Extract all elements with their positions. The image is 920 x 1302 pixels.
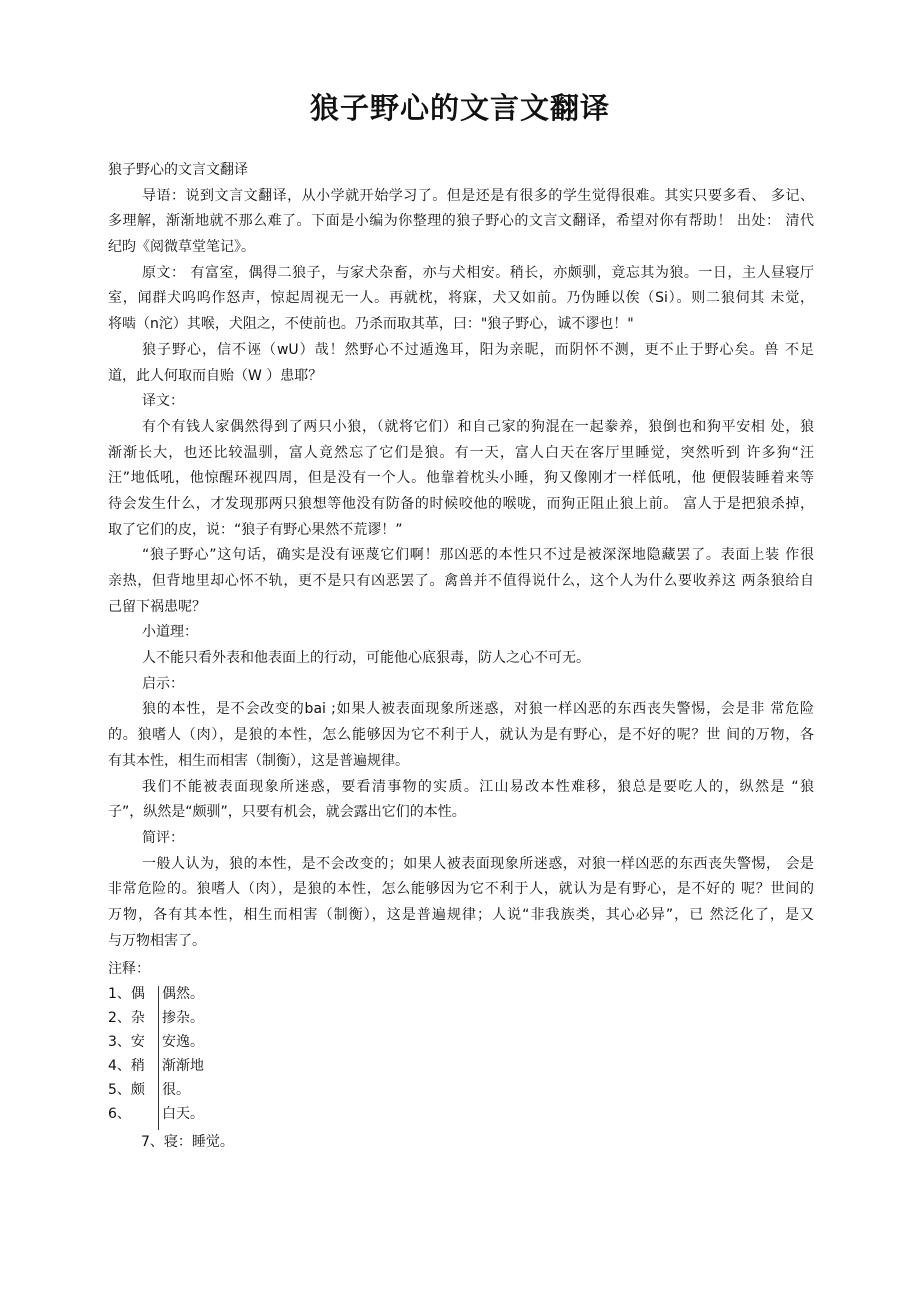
text-line: 室，闻群犬呜呜作怒声，惊起周视无一人。再就枕，将寐，犬又如前。乃伪睡以俟（Si）。则二狼伺其 未觉，	[108, 290, 814, 307]
text-line: 狼子野心，信不诬（wU）哉！然野心不过遁逸耳，阳为亲昵，而阴怀不测，更不止于野心矣。兽 不足	[142, 341, 814, 358]
notes-divider	[158, 986, 159, 1130]
text-line: 有个有钱人家偶然得到了两只小狼，（就将它们）和自己家的狗混在一起豢养，狼倒也和狗平安相 处，狼	[142, 418, 814, 435]
text-line: 纪昀《阅微草堂笔记》。	[108, 239, 255, 256]
text-line: “狼子野心”这句话，确实是没有诬蔑它们啊！那凶恶的本性只不过是被深深地隐藏罢了。表面上装 作很	[142, 547, 814, 564]
text-line: 一般人认为，狼的本性，是不会改变的；如果人被表面现象所迷惑，对狼一样凶恶的东西丧失警惕， 会是	[142, 855, 814, 872]
text-line: 取了它们的皮，说：“狼子有野心果然不荒谬！”	[108, 521, 403, 538]
text-line: 非常危险的。狼嗜人（肉），是狼的本性，怎么能够因为它不利于人，就认为是有野心，是不好的 呢？世间的	[108, 881, 814, 898]
text-line: 的。狼嗜人（肉），是狼的本性，怎么能够因为它不利于人，就认为是有野心，是不好的呢？世 间的万物，各	[108, 727, 814, 744]
text-line: 己留下祸患呢？	[108, 598, 206, 615]
note-item-7: 7、寝：睡觉。	[141, 1134, 234, 1150]
text-line: 小道理：	[142, 624, 198, 641]
text-line: 渐渐长大，也还比较温驯，富人竟然忘了它们是狼。有一天，富人白天在客厅里睡觉，突然听到 许多狗“汪	[108, 444, 814, 461]
notes-heading: 注释：	[108, 961, 150, 977]
text-line: 与万物相害了。	[108, 932, 206, 949]
paragraph	[108, 775, 814, 826]
paragraph	[108, 672, 814, 698]
note-item	[108, 1006, 204, 1030]
note-definition: 掺杂。	[162, 1010, 204, 1026]
paragraph	[108, 389, 814, 415]
paragraph	[108, 158, 814, 184]
paragraph	[108, 338, 814, 389]
paragraph	[108, 261, 814, 338]
text-line: 子”，纵然是“颇驯”，只要有机会，就会露出它们的本性。	[108, 804, 466, 821]
text-line: 将啮（n沱）其喉，犬阻之，不使前也。乃杀而取其革，曰："狼子野心，诚不谬也！"	[108, 316, 634, 333]
text-line: 狼子野心的文言文翻译	[108, 162, 248, 178]
note-term: 5、颇	[108, 1082, 145, 1098]
text-line: 待会发生什么，才发现那两只狼想等他没有防备的时候咬他的喉咙，而狗正阻止狼上前。 富人于是把狼杀掉，	[108, 495, 814, 512]
notes-list	[108, 982, 204, 1126]
text-line: 我们不能被表面现象所迷惑，要看清事物的实质。江山易改本性难移，狼总是要吃人的，纵然是 “狼	[142, 778, 814, 795]
text-line: 道，此人何取而自贻（W ）患耶？	[108, 367, 323, 384]
text-line: 有其本性，相生而相害（制衡），这是普遍规律。	[108, 752, 409, 769]
note-definition: 偶然。	[162, 986, 204, 1002]
note-item	[108, 1030, 204, 1054]
note-definition: 很。	[162, 1082, 190, 1098]
paragraph	[108, 415, 814, 543]
paragraph	[108, 852, 814, 955]
text-line: 汪”地低吼，他惊醒环视四周，但是没有一个人。他靠着枕头小睡，狗又像刚才一样低吼，他 便假装睡着来等	[108, 470, 814, 487]
note-term: 2、杂	[108, 1010, 145, 1026]
notes-section	[108, 956, 204, 1126]
note-term: 1、偶	[108, 986, 145, 1002]
document-title: 狼子野心的文言文翻译	[309, 91, 610, 125]
text-line: 狼的本性，是不会改变的bai ;如果人被表面现象所迷惑，对狼一样凶恶的东西丧失警惕，会是非 常危险	[142, 701, 814, 718]
note-definition: 安逸。	[162, 1034, 204, 1050]
note-item	[108, 1054, 204, 1078]
text-line: 万物，各有其本性，相生而相害（制衡），这是普遍规律；人说“非我族类，其心必异”，已 然泛化了，是又	[108, 906, 814, 923]
note-item	[108, 982, 204, 1006]
note-item	[108, 1102, 204, 1126]
note-definition: 渐渐地	[162, 1058, 204, 1074]
paragraph	[108, 697, 814, 774]
note-term: 4、稍	[108, 1058, 145, 1074]
paragraph	[108, 184, 814, 261]
text-line: 导语：说到文言文翻译，从小学就开始学习了。但是还是有很多的学生觉得很难。其实只要多看、 多记、	[142, 187, 814, 204]
text-line: 人不能只看外表和他表面上的行动，可能他心底狠毒，防人之心不可无。	[142, 650, 590, 667]
note-definition: 白天。	[162, 1106, 204, 1122]
note-item	[108, 1078, 204, 1102]
text-line: 启示：	[142, 675, 184, 692]
text-line: 简评：	[142, 829, 184, 846]
document-body	[108, 158, 814, 954]
text-line: 多理解，渐渐地就不那么难了。下面是小编为你整理的狼子野心的文言文翻译，希望对你有帮助！ 出处： 清代	[108, 213, 814, 230]
text-line: 原文： 有富室，偶得二狼子，与家犬杂畜，亦与犬相安。稍长，亦颇驯，竟忘其为狼。一日，主人昼寝厅	[142, 264, 814, 281]
paragraph	[108, 826, 814, 852]
paragraph	[108, 543, 814, 620]
note-term: 6、	[108, 1106, 131, 1122]
paragraph	[108, 646, 814, 672]
text-line: 亲热，但背地里却心怀不轨，更不是只有凶恶罢了。禽兽并不值得说什么，这个人为什么要收养这 两条狼给自	[108, 573, 814, 589]
note-term: 3、安	[108, 1034, 145, 1050]
text-line: 译文：	[142, 393, 184, 410]
paragraph	[108, 620, 814, 646]
